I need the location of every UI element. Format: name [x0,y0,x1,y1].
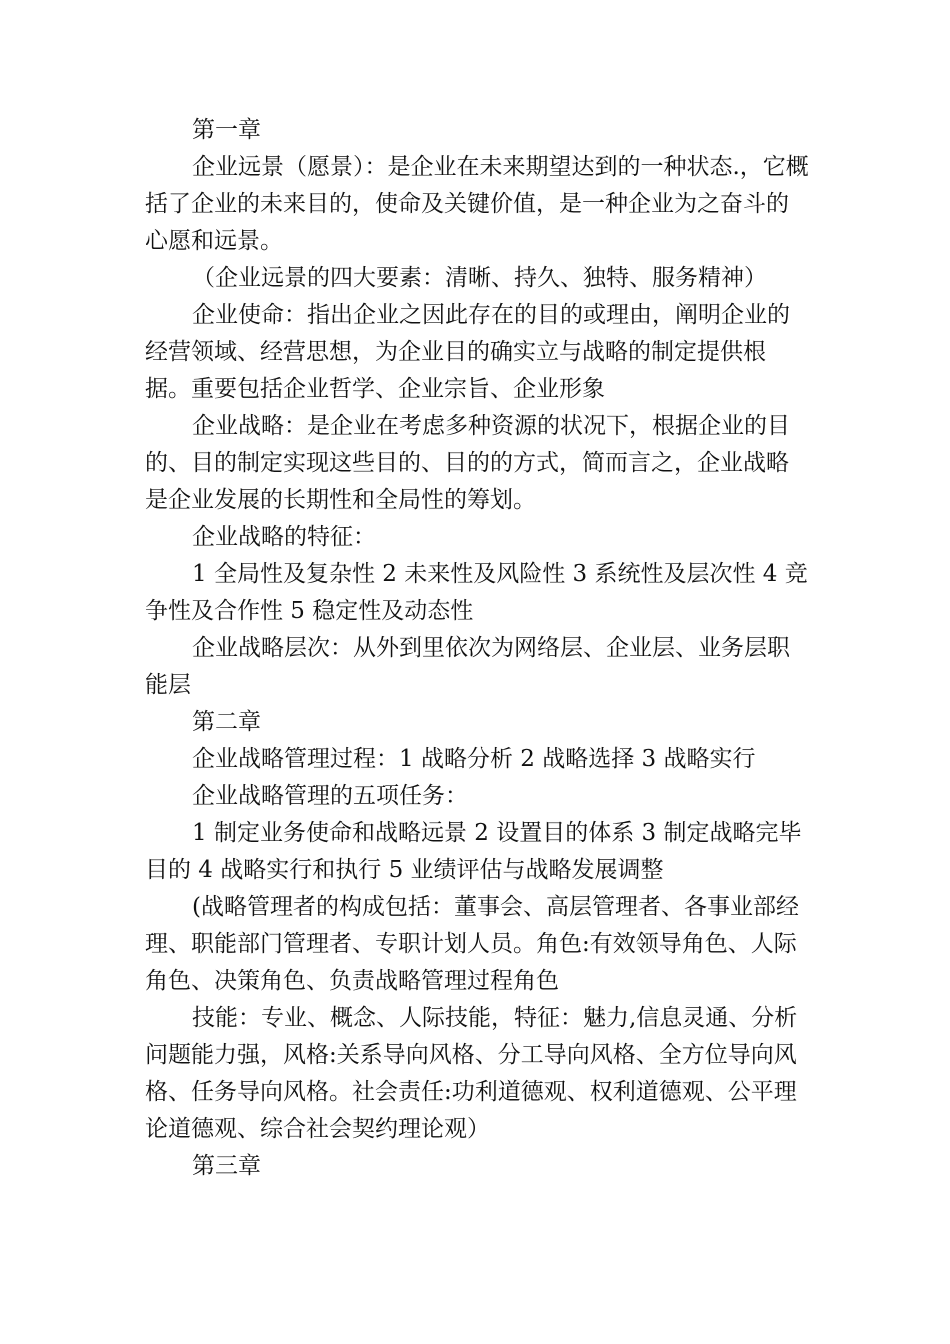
paragraph-enterprise-strategy: 企业战略：是企业在考虑多种资源的状况下，根据企业的目的、目的制定实现这些目的、目的的方式，简而言之，企业战略是企业发展的长期性和全局性的筹划。 [145,413,790,513]
paragraph-strategy-features-list: 1 全局性及复杂性 2 未来性及风险性 3 系统性及层次性 4 竞争性及合作性 5 稳定性及动态性 [145,561,808,624]
paragraph-strategic-managers: (战略管理者的构成包括：董事会、高层管理者、各事业部经理、职能部门管理者、专职计划人员。角色:有效领导角色、人际角色、决策角色、负责战略管理过程角色 [145,894,799,994]
chapter-heading-2: 第二章 [192,709,261,735]
chapter-heading-1: 第一章 [192,117,261,143]
paragraph-strategy-features-title: 企业战略的特征： [192,524,376,550]
paragraph-vision-elements: （企业远景的四大要素：清晰、持久、独特、服务精神） [192,265,767,291]
paragraph-enterprise-vision: 企业远景（愿景）：是企业在未来期望达到的一种状态.，它概括了企业的未来目的，使命及关键价值，是一种企业为之奋斗的心愿和远景。 [145,154,809,254]
paragraph-skills-and-style: 技能：专业、概念、人际技能，特征：魅力,信息灵通、分析问题能力强，风格:关系导向风格、分工导向风格、全方位导向风格、任务导向风格。社会责任:功利道德观、权利道德观、公平理论道德观、综合社会契约理论观） [145,1005,798,1142]
chapter-heading-3: 第三章 [192,1153,261,1179]
paragraph-five-tasks-title: 企业战略管理的五项任务： [192,783,468,809]
paragraph-five-tasks-list: 1 制定业务使命和战略远景 2 设置目的体系 3 制定战略完毕目的 4 战略实行和执行 5 业绩评估与战略发展调整 [145,820,802,883]
paragraph-management-process: 企业战略管理过程：1 战略分析 2 战略选择 3 战略实行 [192,746,756,772]
document-body [145,112,810,1185]
paragraph-enterprise-mission: 企业使命：指出企业之因此存在的目的或理由，阐明企业的经营领域、经营思想，为企业目的确实立与战略的制定提供根据。重要包括企业哲学、企业宗旨、企业形象 [145,302,790,402]
paragraph-strategy-levels: 企业战略层次：从外到里依次为网络层、企业层、业务层职能层 [145,635,790,698]
